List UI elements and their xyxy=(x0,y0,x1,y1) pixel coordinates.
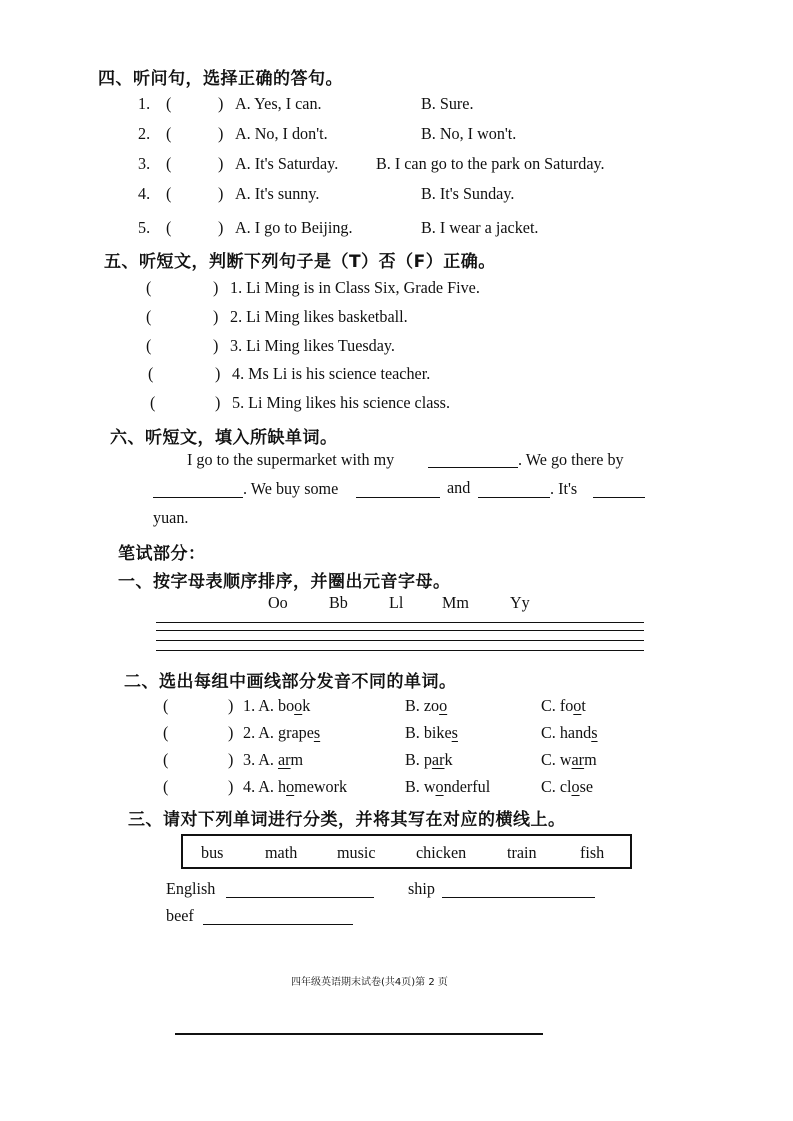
p2-3-option-b: B. park xyxy=(405,750,453,769)
p2-1-option-c: C. foot xyxy=(541,696,586,715)
category-english-line[interactable] xyxy=(226,881,374,898)
q4-5-answer-close: ) xyxy=(218,218,224,237)
q4-1-option-a: A. Yes, I can. xyxy=(235,94,322,113)
word-music: music xyxy=(337,843,376,862)
writing-line xyxy=(156,650,644,651)
q4-5-option-b: B. I wear a jacket. xyxy=(421,218,539,237)
q4-2-number: 2. xyxy=(138,124,151,143)
p2-4-option-a: 4. A. homework xyxy=(243,777,348,796)
page-footer: 四年级英语期末试卷(共4页)第 2 页 xyxy=(291,977,448,988)
bottom-rule xyxy=(175,1033,543,1035)
q4-1-answer-open[interactable]: ( xyxy=(166,94,172,113)
q4-3-answer-close: ) xyxy=(218,154,224,173)
p2-4-answer-open[interactable]: ( xyxy=(163,777,169,796)
q5-1-answer-close: ) xyxy=(213,278,219,297)
q5-2-statement: 2. Li Ming likes basketball. xyxy=(230,307,408,326)
word-box xyxy=(181,834,632,869)
letter-bb[interactable]: Bb xyxy=(329,593,348,612)
q4-3-number: 3. xyxy=(138,154,151,173)
written-part2-title: 二、选出每组中画线部分发音不同的单词。 xyxy=(124,672,457,692)
q5-1-answer-open[interactable]: ( xyxy=(146,278,152,297)
q4-3-option-b: B. I can go to the park on Saturday. xyxy=(376,154,605,173)
p2-3-answer-close: ) xyxy=(228,750,234,769)
q5-3-answer-close: ) xyxy=(213,336,219,355)
section6-title: 六、听短文，填入所缺单词。 xyxy=(110,428,338,448)
writing-line xyxy=(156,630,644,631)
letter-oo[interactable]: Oo xyxy=(268,593,288,612)
q5-5-answer-close: ) xyxy=(215,393,221,412)
s6-blank-3[interactable] xyxy=(356,481,440,498)
q5-4-answer-close: ) xyxy=(215,364,221,383)
q5-1-statement: 1. Li Ming is in Class Six, Grade Five. xyxy=(230,278,480,297)
q4-5-option-a: A. I go to Beijing. xyxy=(235,218,353,237)
p2-2-answer-close: ) xyxy=(228,723,234,742)
q5-2-answer-close: ) xyxy=(213,307,219,326)
q4-2-option-b: B. No, I won't. xyxy=(421,124,517,143)
q4-3-answer-open[interactable]: ( xyxy=(166,154,172,173)
word-fish: fish xyxy=(580,843,605,862)
written-part3-title: 三、请对下列单词进行分类，并将其写在对应的横线上。 xyxy=(128,810,566,830)
p2-4-option-c: C. close xyxy=(541,777,594,796)
word-chicken: chicken xyxy=(416,843,467,862)
letter-ll[interactable]: Ll xyxy=(389,593,404,612)
word-train: train xyxy=(507,843,537,862)
p2-2-option-b: B. bikes xyxy=(405,723,458,742)
p2-1-answer-open[interactable]: ( xyxy=(163,696,169,715)
q4-1-option-b: B. Sure. xyxy=(421,94,474,113)
q4-2-option-a: A. No, I don't. xyxy=(235,124,328,143)
category-english-label: English xyxy=(166,879,216,898)
s6-blank-1[interactable] xyxy=(428,451,518,468)
letter-mm[interactable]: Mm xyxy=(442,593,469,612)
letter-yy[interactable]: Yy xyxy=(510,593,530,612)
p2-1-option-b: B. zoo xyxy=(405,696,448,715)
s6-text-2a: . We buy some xyxy=(243,479,339,498)
q4-4-option-a: A. It's sunny. xyxy=(235,184,320,203)
s6-text-2c: . It's xyxy=(550,479,578,498)
word-math: math xyxy=(265,843,298,862)
q4-5-answer-open[interactable]: ( xyxy=(166,218,172,237)
section4-title: 四、听问句，选择正确的答句。 xyxy=(98,69,343,89)
q4-1-answer-close: ) xyxy=(218,94,224,113)
s6-blank-4[interactable] xyxy=(478,481,550,498)
q4-2-answer-close: ) xyxy=(218,124,224,143)
p2-2-option-a: 2. A. grapes xyxy=(243,723,321,742)
q4-4-answer-close: ) xyxy=(218,184,224,203)
q4-4-number: 4. xyxy=(138,184,151,203)
word-bus: bus xyxy=(201,843,224,862)
q5-5-statement: 5. Li Ming likes his science class. xyxy=(232,393,450,412)
writing-line xyxy=(156,622,644,623)
s6-blank-2[interactable] xyxy=(153,481,243,498)
q5-2-answer-open[interactable]: ( xyxy=(146,307,152,326)
category-beef-label: beef xyxy=(166,906,194,925)
p2-1-option-a: 1. A. book xyxy=(243,696,311,715)
s6-text-2b: and xyxy=(447,478,471,497)
q5-4-answer-open[interactable]: ( xyxy=(148,364,154,383)
category-ship-line[interactable] xyxy=(442,881,595,898)
q5-3-answer-open[interactable]: ( xyxy=(146,336,152,355)
written-part1-title: 一、按字母表顺序排序，并圈出元音字母。 xyxy=(118,572,451,592)
p2-2-option-c: C. hands xyxy=(541,723,598,742)
p2-4-answer-close: ) xyxy=(228,777,234,796)
p2-1-answer-close: ) xyxy=(228,696,234,715)
q5-5-answer-open[interactable]: ( xyxy=(150,393,156,412)
category-ship-label: ship xyxy=(408,879,435,898)
written-part-title: 笔试部分： xyxy=(118,544,206,564)
q4-3-option-a: A. It's Saturday. xyxy=(235,154,339,173)
q4-1-number: 1. xyxy=(138,94,151,113)
q5-4-statement: 4. Ms Li is his science teacher. xyxy=(232,364,431,383)
section5-title: 五、听短文，判断下列句子是（T）否（F）正确。 xyxy=(104,252,496,272)
p2-3-option-c: C. warm xyxy=(541,750,597,769)
p2-3-option-a: 3. A. arm xyxy=(243,750,304,769)
q4-5-number: 5. xyxy=(138,218,151,237)
s6-text-3: yuan. xyxy=(153,508,189,527)
q4-2-answer-open[interactable]: ( xyxy=(166,124,172,143)
writing-line xyxy=(156,640,644,641)
s6-text-1a: I go to the supermarket with my xyxy=(187,450,395,469)
category-beef-line[interactable] xyxy=(203,908,353,925)
p2-2-answer-open[interactable]: ( xyxy=(163,723,169,742)
s6-text-1b: . We go there by xyxy=(518,450,624,469)
p2-3-answer-open[interactable]: ( xyxy=(163,750,169,769)
q4-4-answer-open[interactable]: ( xyxy=(166,184,172,203)
q5-3-statement: 3. Li Ming likes Tuesday. xyxy=(230,336,395,355)
p2-4-option-b: B. wonderful xyxy=(405,777,491,796)
s6-blank-5[interactable] xyxy=(593,481,645,498)
q4-4-option-b: B. It's Sunday. xyxy=(421,184,515,203)
